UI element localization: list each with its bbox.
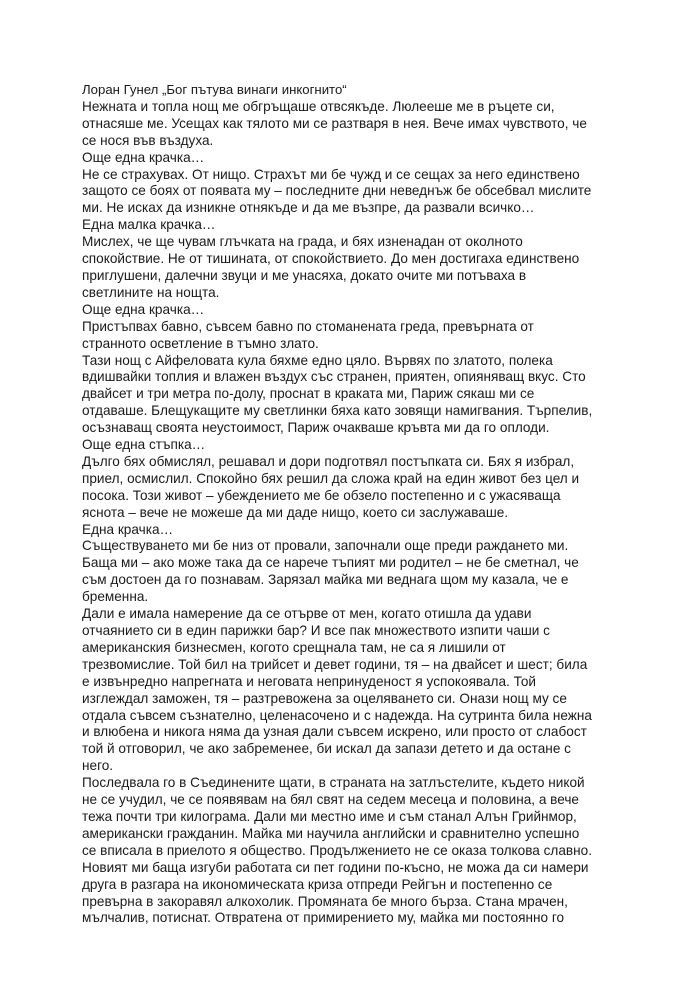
text-line: Още една стъпка… <box>82 437 206 453</box>
text-line: Дали е имала намерение да се отърве от мен, когато отишла да удави <box>82 606 532 622</box>
text-line: не се учудил, че се появявам на бял свят на седем месеца и половина, а вече <box>82 792 579 808</box>
text-line: бременна. <box>82 589 149 605</box>
text-line: Дълго бях обмислял, решавал и дори подготвял постъпката си. Бях я избрал, <box>82 453 575 469</box>
text-line: и влюбена и никога няма да узная дали съвсем искрено, или просто от слабост <box>82 724 587 740</box>
text-line: Мислех, че ще чувам глъчката на града, и бях изненадан от околното <box>82 234 523 250</box>
text-line: Нежната и топла нощ ме обгръщаше отвсякъде. Люлееше ме в ръцете си, <box>82 98 555 114</box>
text-line: превърна в закоравял алкохолик. Промяната бе много бърза. Стана мрачен, <box>82 893 568 909</box>
text-line: Една крачка… <box>82 521 174 537</box>
text-line: Една малка крачка… <box>82 217 216 233</box>
text-line: отдаваше. Блещукащите му светлинки бяха като зовящи намигвания. Търпелив, <box>82 403 593 419</box>
text-line: спокойствие. Не от тишината, от спокойствието. До мен достигаха единствено <box>82 251 580 267</box>
text-line: Още една крачка… <box>82 149 205 165</box>
text-line: Последвала го в Съединените щати, в страната на затлъстелите, където никой <box>82 775 585 791</box>
text-line: мълчалив, потиснат. Отвратена от примирението му, майка ми постоянно го <box>82 910 565 926</box>
text-line: светлините на нощта. <box>82 284 220 300</box>
text-line: американски гражданин. Майка ми научила английски и сравнително успешно <box>82 825 580 841</box>
text-line: осъзнаващ своята неустоимост, Париж очакваше кръвта ми да го оплоди. <box>82 420 550 436</box>
text-line: защото се боях от появата му – последните дни неведнъж бе обсебвал мислите <box>82 183 592 199</box>
text-line: Пристъпвах бавно, съвсем бавно по стоманената греда, превърната от <box>82 318 534 334</box>
text-line: приглушени, далечни звуци и ме унасяха, докато очите ми потъваха в <box>82 267 527 283</box>
text-line: странното осветление в тъмно злато. <box>82 335 319 351</box>
text-line: се нося във въздуха. <box>82 132 214 148</box>
text-line: отчаянието си в един парижки бар? И все пак множеството изпити чаши с <box>82 623 550 638</box>
text-line: Съществуването ми бе низ от провали, започнали още преди раждането ми. <box>82 538 569 554</box>
text-line: друга в разгара на икономическата криза отпреди Рейгън и постепенно се <box>82 876 553 892</box>
text-line: ми. Не исках да изникне отнякъде и да ме възпре, да развали всичко… <box>82 200 535 216</box>
text-line: него. <box>82 758 114 774</box>
text-line: е извънредно напрегната и неговата непринуденост я успокоявала. Той <box>82 673 537 689</box>
text-line: изглеждал заможен, тя – разтревожена за оцеляването си. Онази нощ му се <box>82 690 567 706</box>
text-line: Новият ми баща изгуби работата си пет години по-късно, не можа да си намери <box>82 859 589 875</box>
text-line: посока. Този живот – убеждението ме бе обзело постепенно и с ужасяваща <box>82 487 561 503</box>
text-line: яснота – вече не можеше да ми даде нищо, което си заслужаваше. <box>82 504 509 520</box>
text-line: отдала съвсем съзнателно, целенасочено и с надежда. На сутринта била нежна <box>82 707 592 723</box>
text-line: отнасяше ме. Усещах как тялото ми се разтваря в нея. Вече имах чувството, че <box>82 115 587 131</box>
text-line: двайсет и три метра по-долу, проснат в краката ми, Париж сякаш ми се <box>82 386 535 402</box>
text-line: се вписала в приелото я общество. Продължението не се оказа толкова славно. <box>82 842 592 858</box>
text-line: съм достоен да го познавам. Зарязал майка ми веднага щом му казала, че е <box>82 572 569 588</box>
document-body <box>82 82 642 927</box>
text-line: Още една крачка… <box>82 301 205 317</box>
text-line: тежа почти три килограма. Дали ми местно име и съм станал Алън Грийнмор, <box>82 808 577 824</box>
text-line: вдишвайки топлия и влажен въздух със странен, приятен, опияняващ вкус. Сто <box>82 369 586 385</box>
text-line: Тази нощ с Айфеловата кула бяхме едно цяло. Вървях по златото, полека <box>82 352 553 368</box>
text-line: приел, осмислил. Спокойно бях решил да сложа край на един живот без цел и <box>82 470 580 486</box>
text-line: Баща ми – ако може така да се нарече тъпият ми родител – не бе сметнал, че <box>82 555 579 571</box>
document-title: Лоран Гунел „Бог пътува винаги инкогнито“ <box>82 82 347 97</box>
text-line: американския бизнесмен, когото срещнала там, не са я лишили от <box>82 639 506 655</box>
text-line: Не се страхувах. От нищо. Страхът ми бе чужд и се сещах за него единствено <box>82 166 580 182</box>
text-line: той й отговорил, че ако забременее, би искал да запази детето и да остане с <box>82 741 571 757</box>
text-line: трезвомислие. Той бил на трийсет и девет години, тя – на двайсет и шест; била <box>82 656 588 672</box>
